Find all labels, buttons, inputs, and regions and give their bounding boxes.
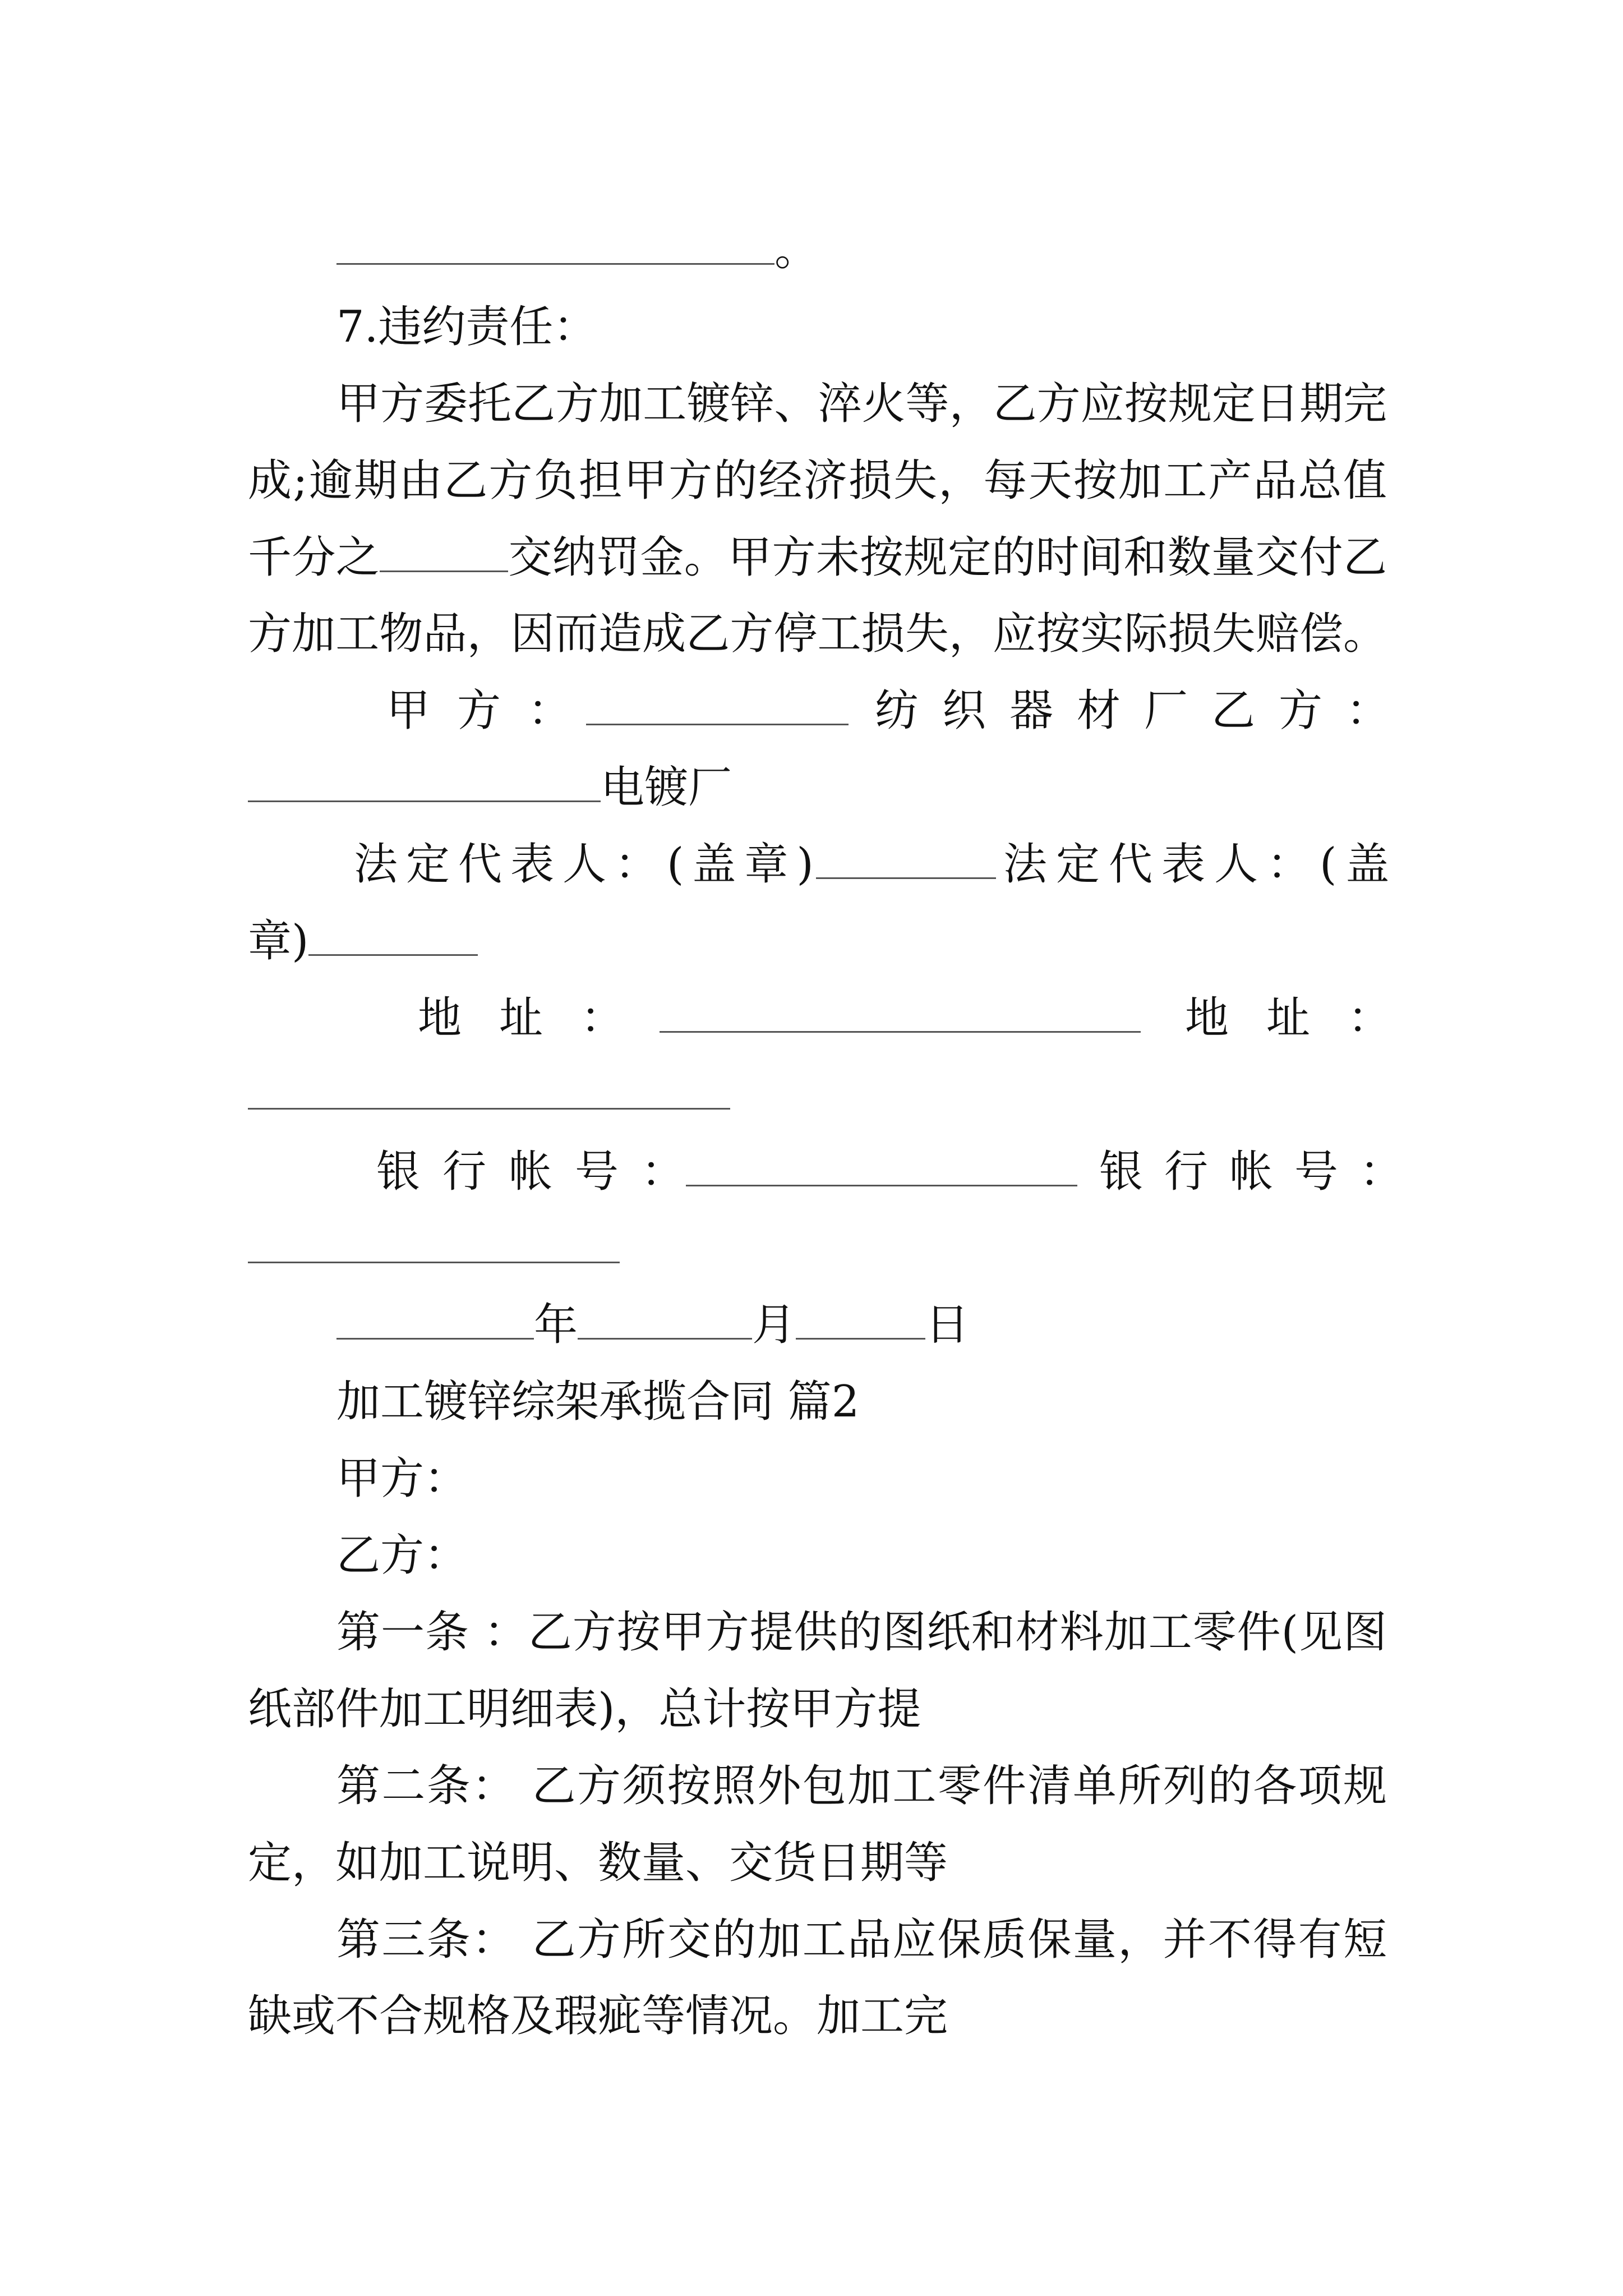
clause-7-text-line: 甲方委托乙方加工镀锌、淬火等，乙方应按规定日期完 bbox=[336, 378, 1387, 429]
blank-underline bbox=[380, 570, 508, 572]
rep-label-a: 法定代表人：(盖章) bbox=[354, 839, 822, 890]
blank-underline bbox=[336, 263, 774, 265]
blank-underline bbox=[660, 1031, 1141, 1033]
party-b-label: 乙方： bbox=[1211, 685, 1414, 737]
date-day: 日 bbox=[925, 1300, 970, 1351]
document-body bbox=[248, 212, 1430, 2055]
article-2-line: 定，如加工说明、数量、交货日期等 bbox=[248, 1837, 948, 1888]
rep-label-b-cont: 章) bbox=[248, 916, 309, 967]
article-1-line: 纸部件加工明细表)，总计按甲方提 bbox=[248, 1683, 921, 1734]
blank-fill-line bbox=[248, 212, 1387, 289]
bank-a-blank bbox=[686, 1134, 1077, 1211]
contract-2-party-b: 乙方： bbox=[336, 1530, 468, 1581]
date-month: 月 bbox=[752, 1300, 796, 1351]
party-b-suffix: 电镀厂 bbox=[601, 762, 732, 813]
blank-underline bbox=[248, 800, 601, 802]
address-a-blank bbox=[660, 980, 1141, 1057]
party-a-suffix-and-b-label bbox=[875, 673, 1413, 749]
address-label-a: 地址： bbox=[418, 992, 662, 1043]
clause-7-text-line: 成;逾期由乙方负担甲方的经济损失，每天按加工产品总值 bbox=[248, 455, 1387, 506]
date-year: 年 bbox=[534, 1300, 578, 1351]
article-1-line: 第一条 ：乙方按甲方提供的图纸和材料加工零件(见图 bbox=[336, 1607, 1387, 1658]
sentence-end-mark: 。 bbox=[774, 225, 819, 275]
party-b-name-line bbox=[248, 749, 1387, 826]
address-b-blank-line bbox=[248, 1057, 1387, 1134]
address-line bbox=[248, 980, 1430, 1057]
bank-account-line bbox=[248, 1134, 1425, 1211]
date-line bbox=[248, 1287, 1387, 1364]
bank-label-a: 银行帐号： bbox=[376, 1146, 708, 1197]
penalty-prefix: 千分之 bbox=[248, 532, 380, 583]
clause-7-text-line bbox=[248, 519, 1387, 596]
blank-underline bbox=[248, 1108, 730, 1110]
blank-underline bbox=[586, 724, 849, 725]
contract-2-title: 加工镀锌综架承揽合同 篇2 bbox=[336, 1377, 860, 1428]
legal-representative-line bbox=[248, 826, 1399, 903]
legal-representative-cont-line bbox=[248, 903, 1387, 980]
article-3-line: 缺或不合规格及瑕疵等情况。加工完 bbox=[248, 1991, 948, 2042]
bank-b-blank-line bbox=[248, 1211, 1387, 1287]
article-2-line: 第二条： 乙方须按照外包加工零件清单所列的各项规 bbox=[336, 1760, 1387, 1811]
party-a-suffix: 纺织器材厂 bbox=[875, 685, 1212, 737]
blank-underline bbox=[308, 954, 478, 956]
blank-underline bbox=[336, 1338, 534, 1340]
signature-party-line bbox=[248, 673, 1414, 749]
bank-label-b: 银行帐号： bbox=[1099, 1146, 1425, 1197]
penalty-suffix: 交纳罚金。甲方未按规定的时间和数量交付乙 bbox=[508, 532, 1387, 583]
blank-underline bbox=[816, 877, 996, 879]
party-a-label: 甲方： bbox=[386, 685, 599, 737]
clause-7-heading: 7.违约责任： bbox=[336, 301, 597, 352]
blank-underline bbox=[578, 1338, 752, 1340]
article-3-line: 第三条： 乙方所交的加工品应保质保量，并不得有短 bbox=[336, 1914, 1387, 1965]
contract-2-party-a: 甲方： bbox=[336, 1453, 468, 1504]
blank-underline bbox=[686, 1185, 1077, 1186]
rep-a-blank bbox=[816, 826, 996, 903]
address-label-b: 地址： bbox=[1185, 992, 1430, 1043]
rep-label-b: 法定代表人：(盖 bbox=[1003, 839, 1399, 890]
clause-7-text-line: 方加工物品，因而造成乙方停工损失，应按实际损失赔偿。 bbox=[248, 609, 1387, 660]
blank-underline bbox=[248, 1262, 620, 1263]
blank-underline bbox=[796, 1338, 925, 1340]
party-a-blank bbox=[586, 673, 849, 749]
